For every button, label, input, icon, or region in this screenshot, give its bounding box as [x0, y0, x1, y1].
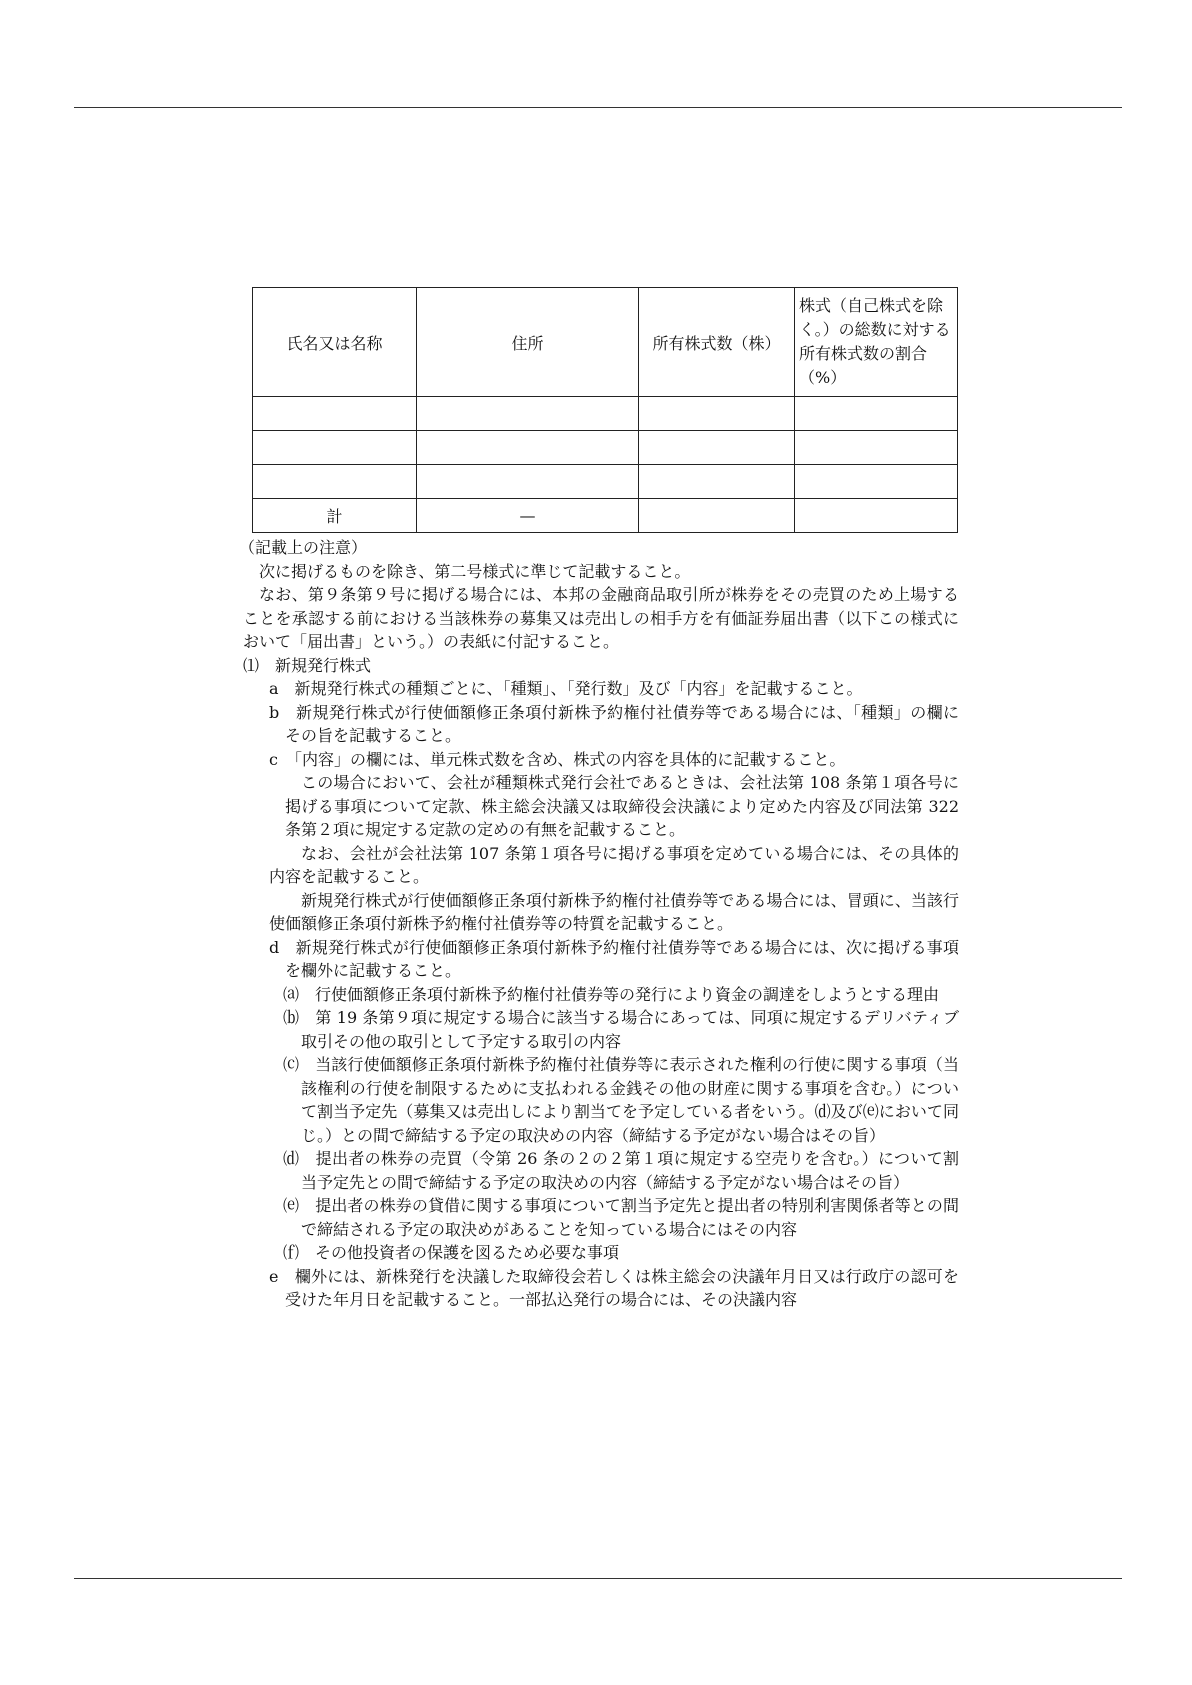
- notes-intro: 次に掲げるものを除き、第二号様式に準じて記載すること。: [259, 561, 691, 581]
- table-cell: [795, 499, 958, 533]
- major-shareholders-table: [252, 287, 958, 533]
- table-row: [253, 431, 958, 465]
- table-cell: [417, 431, 639, 465]
- item-c-paragraph: なお、会社が会社法第 107 条第１項各号に掲げる事項を定めている場合には、その具体的内容を記載すること。: [269, 843, 959, 886]
- item-c-paragraph: 新規発行株式が行使価額修正条項付新株予約権付社債券等である場合には、冒頭に、当該行使価額修正条項付新株予約権付社債券等の特質を記載すること。: [269, 890, 959, 933]
- item-a: a 新規発行株式の種類ごとに、「種類」、「発行数」及び「内容」を記載すること。: [269, 679, 863, 698]
- item-d-sub: ⒟ 提出者の株券の売買（令第 26 条の２の２第１項に規定する空売りを含む。）について割当予定先との間で締結する予定の取決めの内容（締結する予定がない場合はその旨）: [283, 1149, 959, 1192]
- table-cell: [639, 499, 795, 533]
- item-d: d 新規発行株式が行使価額修正条項付新株予約権付社債券等である場合には、次に掲げる事項を欄外に記載すること。: [269, 937, 959, 980]
- notes-intro-listing: なお、第９条第９号に掲げる場合には、本邦の金融商品取引所が株券をその売買のため上場することを承認する前における当該株券の募集又は売出しの相手方を有価証券届出書（以下この様式において「届出書」という。）の表紙に付記すること。: [243, 585, 959, 651]
- table-cell: [417, 397, 639, 431]
- header-ratio: 株式（自己株式を除く。）の総数に対する所有株式数の割合（%）: [795, 288, 958, 397]
- table-cell: [639, 431, 795, 465]
- item-d-sub: ⒠ 提出者の株券の貸借に関する事項について割当予定先と提出者の特別利害関係者等との間で締結される予定の取決めがあることを知っている場合にはその内容: [283, 1196, 959, 1239]
- item-d-sub: ⒡ その他投資者の保護を図るため必要な事項: [283, 1243, 620, 1262]
- item-b: b 新規発行株式が行使価額修正条項付新株予約権付社債券等である場合には、「種類」の欄にその旨を記載すること。: [269, 702, 959, 745]
- total-address: —: [417, 499, 639, 533]
- table-cell: [795, 431, 958, 465]
- table-cell: [253, 431, 417, 465]
- table-cell: [795, 465, 958, 499]
- item-new-shares-title: ⑴ 新規発行株式: [243, 655, 372, 675]
- header-name: 氏名又は名称: [253, 288, 417, 397]
- item-d-sub: ⒞ 当該行使価額修正条項付新株予約権付社債券等に表示された権利の行使に関する事項（当該権利の行使を制限するために支払われる金銭その他の財産に関する事項を含む。）について割当予定先（募集又は売出しにより割当てを予定している者をいう。⒟及び⒠において同じ。）との間で締結する予定の取決めの内容（締結する予定がない場合はその旨）: [283, 1055, 959, 1145]
- header-rule: [74, 107, 1122, 108]
- table-cell: [795, 397, 958, 431]
- table-header-row: [253, 288, 958, 397]
- table-cell: [253, 397, 417, 431]
- item-d-sub: ⒜ 行使価額修正条項付新株予約権付社債券等の発行により資金の調達をしようとする理由: [283, 984, 940, 1004]
- item-d-sub: ⒝ 第 19 条第９項に規定する場合に該当する場合にあっては、同項に規定するデリバティブ取引その他の取引として予定する取引の内容: [283, 1008, 959, 1051]
- table-cell: [639, 465, 795, 499]
- table-cell: [639, 397, 795, 431]
- header-address: 住所: [417, 288, 639, 397]
- table-row: [253, 397, 958, 431]
- filing-notes: [239, 536, 959, 1312]
- total-label: 計: [253, 499, 417, 533]
- table-cell: [417, 465, 639, 499]
- item-e: e 欄外には、新株発行を決議した取締役会若しくは株主総会の決議年月日又は行政庁の認可を受けた年月日を記載すること。一部払込発行の場合には、その決議内容: [269, 1266, 959, 1309]
- header-shares: 所有株式数（株）: [639, 288, 795, 397]
- table-cell: [253, 465, 417, 499]
- notes-heading: （記載上の注意）: [239, 538, 368, 557]
- item-c-paragraph: この場合において、会社が種類株式発行会社であるときは、会社法第 108 条第１項各号に掲げる事項について定款、株主総会決議又は取締役会決議により定めた内容及び同法第 322 条第２項に規定する定款の定めの有無を記載すること。: [285, 773, 959, 839]
- table-total-row: [253, 499, 958, 533]
- item-c: c 「内容」の欄には、単元株式数を含め、株式の内容を具体的に記載すること。: [269, 749, 846, 769]
- table-row: [253, 465, 958, 499]
- footer-rule: [74, 1578, 1122, 1579]
